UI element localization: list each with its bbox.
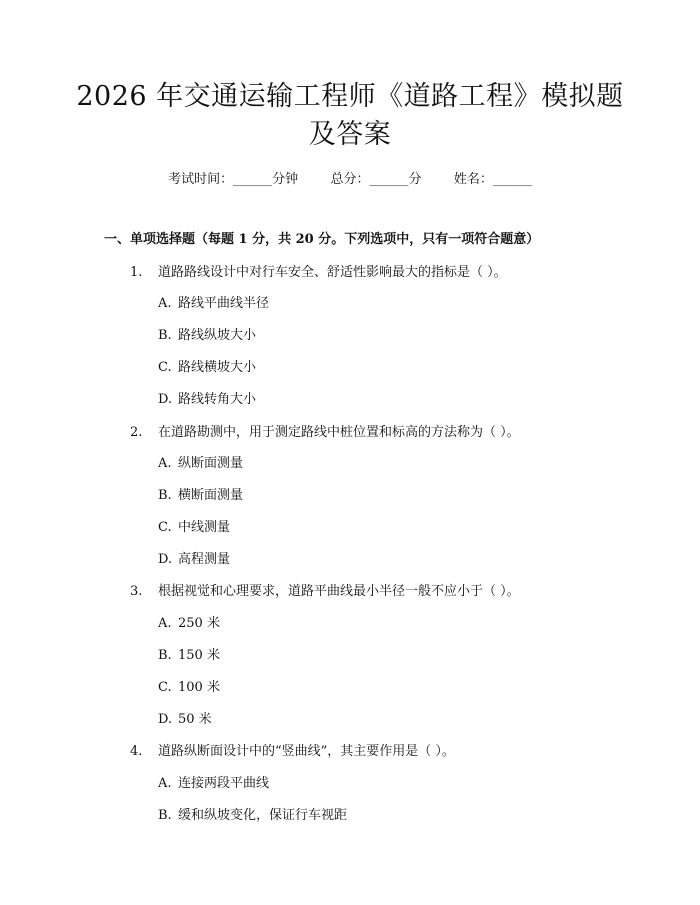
option-3a bbox=[158, 612, 220, 631]
exam-meta bbox=[0, 168, 700, 187]
option-text: 路线横坡大小 bbox=[178, 360, 257, 375]
option-letter: D. bbox=[158, 392, 173, 407]
option-3d bbox=[158, 708, 212, 727]
option-text: 50 米 bbox=[178, 712, 212, 727]
name-field: 姓名：______ bbox=[453, 172, 532, 187]
question-number: 1. bbox=[130, 265, 143, 280]
question-number: 3. bbox=[130, 584, 143, 599]
title-line-2: 及答案 bbox=[308, 119, 392, 150]
option-letter: B. bbox=[158, 648, 172, 663]
option-text: 中线测量 bbox=[178, 520, 231, 535]
option-text: 高程测量 bbox=[178, 552, 231, 567]
question-text: 道路路线设计中对行车安全、舒适性影响最大的指标是（ ）。 bbox=[158, 265, 507, 280]
question-number: 4. bbox=[130, 744, 143, 759]
option-letter: C. bbox=[158, 680, 172, 695]
option-2c bbox=[158, 516, 230, 535]
title-line-1: 2026 年交通运输工程师《道路工程》模拟题 bbox=[76, 81, 624, 112]
option-letter: C. bbox=[158, 360, 172, 375]
question-4 bbox=[130, 740, 455, 759]
option-letter: D. bbox=[158, 552, 173, 567]
option-text: 缓和纵坡变化，保证行车视距 bbox=[178, 808, 348, 823]
option-letter: C. bbox=[158, 520, 172, 535]
option-letter: A. bbox=[158, 616, 172, 631]
question-3 bbox=[130, 580, 520, 599]
option-4b bbox=[158, 804, 347, 823]
option-2a bbox=[158, 452, 243, 471]
question-text: 在道路勘测中，用于测定路线中桩位置和标高的方法称为（ ）。 bbox=[158, 425, 520, 440]
option-text: 100 米 bbox=[178, 680, 220, 695]
option-text: 横断面测量 bbox=[178, 488, 244, 503]
option-text: 路线纵坡大小 bbox=[178, 328, 257, 343]
option-3c bbox=[158, 676, 220, 695]
total-score-field: 总分：______分 bbox=[330, 172, 422, 187]
option-1a bbox=[158, 292, 269, 311]
question-2 bbox=[130, 421, 520, 440]
option-letter: A. bbox=[158, 296, 172, 311]
option-letter: B. bbox=[158, 808, 172, 823]
section-heading: 一、单项选择题（每题 1 分，共 20 分。下列选项中，只有一项符合题意） bbox=[104, 232, 540, 247]
exam-time-field: 考试时间：______分钟 bbox=[168, 172, 299, 187]
question-text: 根据视觉和心理要求，道路平曲线最小半径一般不应小于（ ）。 bbox=[158, 584, 520, 599]
option-1b bbox=[158, 324, 256, 343]
question-text: 道路纵断面设计中的“竖曲线”，其主要作用是（ ）。 bbox=[158, 744, 455, 759]
option-3b bbox=[158, 644, 220, 663]
option-2b bbox=[158, 484, 243, 503]
question-number: 2. bbox=[130, 425, 143, 440]
option-1c bbox=[158, 356, 256, 375]
option-letter: B. bbox=[158, 328, 172, 343]
option-text: 纵断面测量 bbox=[178, 456, 244, 471]
option-letter: B. bbox=[158, 488, 172, 503]
option-letter: A. bbox=[158, 776, 172, 791]
question-1 bbox=[130, 261, 507, 280]
option-4a bbox=[158, 772, 269, 791]
option-text: 250 米 bbox=[178, 616, 220, 631]
option-text: 150 米 bbox=[178, 648, 220, 663]
option-text: 路线转角大小 bbox=[178, 392, 257, 407]
option-2d bbox=[158, 548, 230, 567]
document-title bbox=[60, 78, 640, 154]
option-letter: D. bbox=[158, 712, 173, 727]
option-letter: A. bbox=[158, 456, 172, 471]
option-text: 路线平曲线半径 bbox=[178, 296, 270, 311]
option-text: 连接两段平曲线 bbox=[178, 776, 270, 791]
option-1d bbox=[158, 388, 256, 407]
